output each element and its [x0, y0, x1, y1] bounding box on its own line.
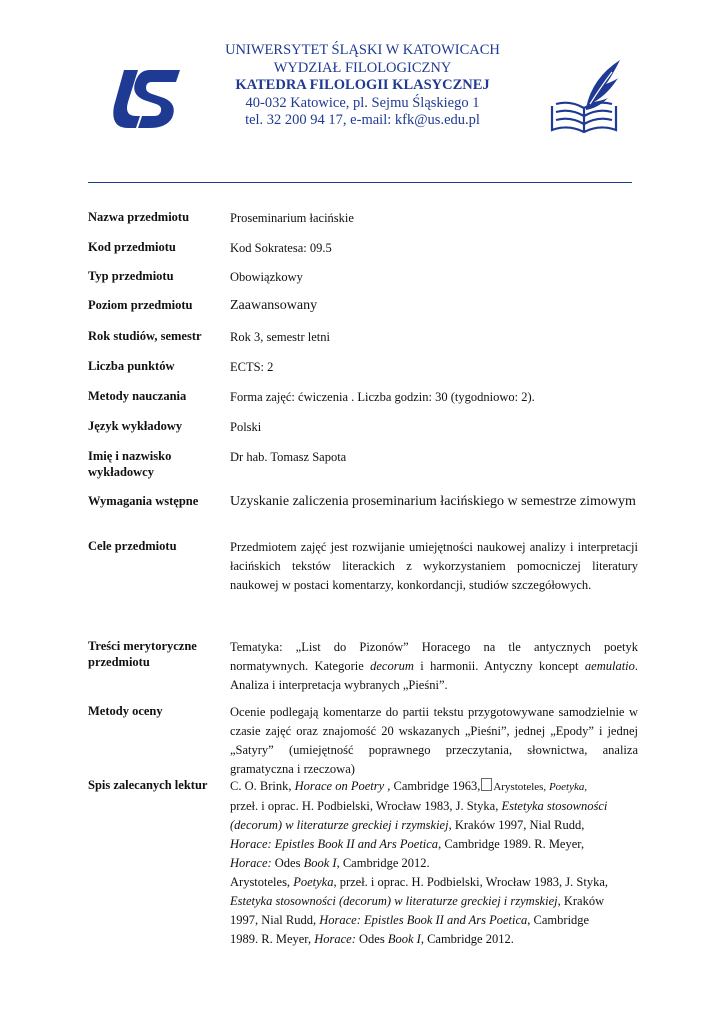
reading-text: Arystoteles,	[230, 875, 294, 889]
field-value: Polski	[230, 420, 262, 434]
faculty-name: WYDZIAŁ FILOLOGICZNY	[273, 59, 452, 76]
field-value: ECTS: 2	[230, 360, 274, 374]
reading-text: , Cambridge 1963,	[384, 779, 481, 793]
book-quill-logo-icon	[546, 58, 624, 138]
field-value: Uzyskanie zaliczenia proseminarium łacińskiego w semestrze zimowym	[230, 494, 636, 509]
field-label: Metody nauczania	[88, 389, 187, 403]
reading-text: C. O. Brink,	[230, 779, 295, 793]
university-name: UNIWERSYTET ŚLĄSKI W KATOWICACH	[225, 42, 500, 58]
reading-text: , Cambridge 2012.	[420, 932, 514, 946]
reading-text: , Kraków 1997, Nial Rudd,	[448, 818, 585, 832]
field-value	[230, 638, 638, 695]
reading-line	[230, 797, 638, 816]
reading-title: Horace:	[314, 932, 356, 946]
content-term-aemulatio: aemulatio	[584, 659, 635, 673]
field-label: Rok studiów, semestr	[88, 329, 202, 343]
reading-text: Odes	[355, 932, 388, 946]
reading-title: Poetyka,	[548, 781, 588, 793]
reading-title: Poetyka,	[293, 875, 337, 889]
field-label: Metody oceny	[88, 704, 163, 718]
reading-text: Arystoteles,	[493, 781, 549, 793]
letterhead	[0, 40, 725, 150]
missing-glyph-icon	[481, 778, 492, 791]
field-value: Ocenie podlegają komentarze do partii tekstu przygotowywane samodzielnie w czasie zajęć oraz znajomość 20 wskazanych „Pieśni”, jednej „Epody” i jednej „Satyry” (umiejętność poprawnego przeczytania, słownictwa, analiza gramatyczna i rzeczowa)	[230, 705, 638, 776]
reading-line	[230, 911, 638, 930]
reading-text: przeł. i oprac. H. Podbielski, Wrocław 1983, J. Styka,	[230, 799, 502, 813]
content-text: Tematyka: „List do Pizonów” Horacego na tle antycznych poetyk normatywnych. Kategorie	[230, 640, 638, 673]
reading-line	[230, 835, 638, 854]
reading-text: przeł. i oprac. H. Podbielski, Wrocław 1983, J. Styka,	[336, 875, 609, 889]
reading-line	[230, 873, 638, 892]
reading-text: , Kraków	[557, 894, 605, 908]
reading-line	[230, 854, 638, 873]
field-label: Wymagania wstępne	[88, 494, 199, 508]
field-label: Imię i nazwisko wykładowcy	[88, 449, 172, 479]
reading-title: Book I	[387, 932, 421, 946]
content-text: . Analiza i interpretacja wybranych „Pieśni”.	[230, 659, 639, 692]
reading-text: 1997, Nial Rudd,	[230, 913, 320, 927]
content-term-decorum: decorum	[370, 659, 414, 673]
field-value: Obowiązkowy	[230, 270, 303, 284]
reading-title: Book I	[303, 856, 337, 870]
reading-text: Odes	[271, 856, 304, 870]
field-value: Kod Sokratesa: 09.5	[230, 241, 332, 255]
header-divider	[88, 182, 632, 183]
field-label: Typ przedmiotu	[88, 269, 174, 283]
field-value: Forma zajęć: ćwiczenia . Liczba godzin: 30 (tygodniowo: 2).	[230, 390, 535, 404]
field-value: Rok 3, semestr letni	[230, 330, 330, 344]
field-label: Cele przedmiotu	[88, 539, 177, 553]
reading-title: Horace on Poetry	[294, 779, 385, 793]
field-label: Nazwa przedmiotu	[88, 210, 190, 224]
reading-line	[230, 892, 638, 911]
department-name: KATEDRA FILOLOGII KLASYCZNEJ	[235, 77, 490, 93]
reading-list	[230, 777, 638, 949]
reading-line	[230, 930, 638, 949]
field-value: Dr hab. Tomasz Sapota	[230, 450, 347, 464]
reading-text: 1989. R. Meyer,	[230, 932, 315, 946]
content-text: i harmonii. Antyczny koncept	[413, 659, 585, 673]
reading-text: , Cambridge	[527, 913, 590, 927]
field-label: Treści merytoryczne przedmiotu	[88, 639, 197, 669]
reading-title: (decorum) w literaturze greckiej i rzymskiej	[230, 818, 449, 832]
contact-line: tel. 32 200 94 17, e-mail: kfk@us.edu.pl	[245, 112, 480, 128]
reading-text: , Cambridge 1989. R. Meyer,	[438, 837, 585, 851]
reading-line	[230, 816, 638, 835]
reading-line	[230, 777, 638, 797]
field-value: Proseminarium łacińskie	[230, 211, 354, 225]
reading-title: Horace: Epistles Book II and Ars Poetica	[230, 837, 439, 851]
field-label: Poziom przedmiotu	[88, 298, 193, 312]
field-label: Liczba punktów	[88, 359, 175, 373]
address: 40-032 Katowice, pl. Sejmu Śląskiego 1	[245, 94, 480, 111]
reading-title: Horace:	[230, 856, 272, 870]
reading-title: Estetyka stosowności (decorum) w literaturze greckiej i rzymskiej	[230, 894, 558, 908]
reading-text: , Cambridge 2012.	[336, 856, 430, 870]
field-value: Przedmiotem zajęć jest rozwijanie umiejętności naukowej analizy i interpretacji łacińskich tekstów literackich z wykorzystaniem pomocniczej literatury naukowej w postaci komentarzy, konkordancji, studiów szczegółowych.	[230, 540, 638, 592]
reading-title: Horace: Epistles Book II and Ars Poetica	[319, 913, 528, 927]
field-value: Zaawansowany	[230, 298, 318, 313]
reading-title: Estetyka stosowności	[501, 799, 608, 813]
field-label: Język wykładowy	[88, 419, 183, 433]
field-label: Spis zalecanych lektur	[88, 778, 208, 792]
field-label: Kod przedmiotu	[88, 240, 176, 254]
